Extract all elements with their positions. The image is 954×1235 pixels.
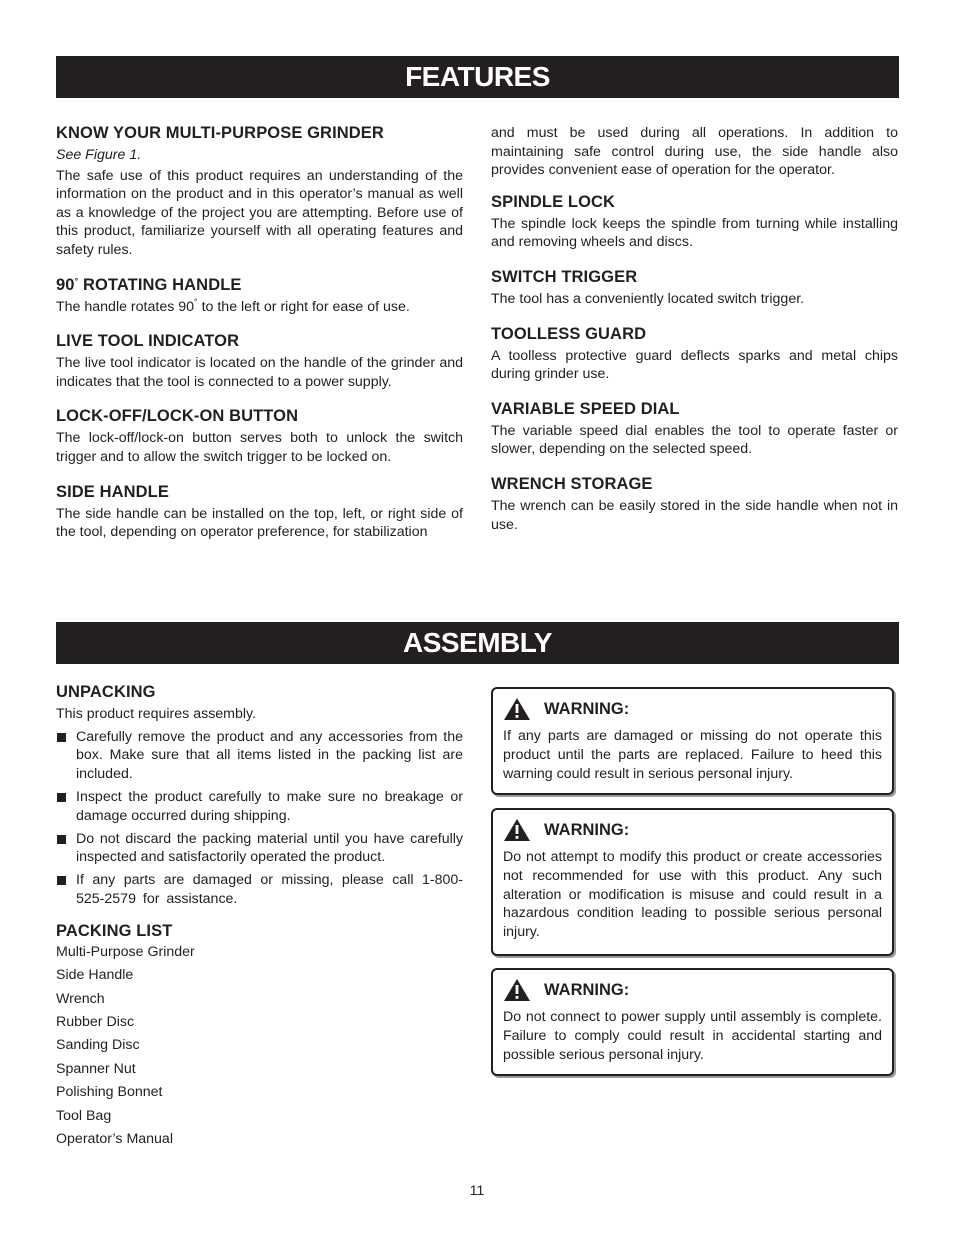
section-heading: KNOW YOUR MULTI-PURPOSE GRINDER	[56, 124, 384, 142]
section-heading	[56, 275, 463, 295]
section-text	[56, 298, 463, 317]
list-item: Tool Bag	[56, 1107, 112, 1124]
warning-box-2	[491, 808, 894, 956]
heading-text: ROTATING HANDLE	[78, 275, 242, 294]
degree-symbol: °	[74, 275, 79, 286]
warning-triangle-icon	[503, 818, 531, 842]
warning-header	[503, 978, 882, 1002]
warning-box-3	[491, 968, 894, 1076]
text-part: The handle rotates 90	[56, 298, 195, 315]
list-item: Sanding Disc	[56, 1037, 140, 1054]
assembly-title: ASSEMBLY	[402, 627, 552, 658]
rotating-handle-section	[56, 275, 463, 317]
warning-text: If any parts are damaged or missing do not operate this product until the parts are replaced. Failure to heed this warning could result in serious personal injury.	[503, 728, 882, 782]
list-item: Do not discard the packing material until you have carefully inspected and satisfactorily operated the product.	[56, 830, 463, 868]
switch-trigger-section	[491, 267, 898, 309]
section-text: The spindle lock keeps the spindle from turning while installing and removing wheels and discs.	[491, 215, 898, 251]
list-item: Carefully remove the product and any accessories from the box. Make sure that all items listed in the packing list are included.	[56, 728, 463, 784]
side-handle-section	[56, 482, 463, 542]
features-right-column	[491, 124, 898, 549]
heading-number: 90	[56, 275, 75, 294]
page-number: 11	[469, 1182, 485, 1198]
list-item: If any parts are damaged or missing, please call 1-800-525-2579 for assistance.	[56, 871, 463, 909]
lock-button-section	[56, 406, 463, 466]
section-text: A toolless protective guard deflects sparks and metal chips during grinder use.	[491, 347, 898, 383]
variable-speed-dial-section	[491, 399, 898, 459]
section-heading: WRENCH STORAGE	[491, 474, 653, 493]
list-item: Operator’s Manual	[56, 1131, 173, 1148]
degree-symbol: °	[194, 296, 198, 307]
section-heading: VARIABLE SPEED DIAL	[491, 399, 680, 418]
section-text: The live tool indicator is located on the handle of the grinder and indicates that the tool is connected to a power supply.	[56, 355, 463, 390]
side-handle-continued	[491, 124, 898, 180]
section-heading: PACKING LIST	[56, 921, 173, 940]
figure-reference: See Figure 1.	[56, 147, 142, 163]
packing-list	[56, 941, 463, 1152]
list-item: Multi-Purpose Grinder	[56, 943, 195, 960]
section-text: The side handle can be installed on the top, left, or right side of the tool, depending on operator preference, for stabilization	[56, 505, 463, 541]
list-item: Rubber Disc	[56, 1013, 135, 1030]
warning-title: WARNING:	[544, 980, 630, 999]
section-text: The lock-off/lock-on button serves both to unlock the switch trigger and to allow the switch trigger to be locked on.	[56, 430, 463, 465]
section-heading: SWITCH TRIGGER	[491, 267, 638, 286]
section-text: and must be used during all operations. In addition to maintaining safe control during use, the side handle also provides convenient ease of operation for the operator.	[491, 125, 898, 179]
spindle-lock-section	[491, 192, 898, 252]
assembly-left-column	[56, 682, 463, 1166]
list-item: Polishing Bonnet	[56, 1084, 163, 1101]
section-heading: SIDE HANDLE	[56, 482, 169, 501]
warning-triangle-icon	[503, 697, 531, 721]
warning-header	[503, 697, 882, 721]
text-part: to the left or right for ease of use.	[197, 298, 410, 315]
section-text: The safe use of this product requires an understanding of the information on the product and in this operator’s manual as well as a knowledge of the project you are attempting. Before use of this product, familiarize yourself with all operating features and safety rules.	[56, 167, 463, 258]
live-tool-indicator-section	[56, 331, 463, 391]
section-heading: UNPACKING	[56, 683, 156, 701]
know-your-grinder-section	[56, 123, 463, 260]
warning-title: WARNING:	[544, 699, 630, 718]
section-heading: LIVE TOOL INDICATOR	[56, 332, 240, 351]
features-left-column	[56, 123, 463, 557]
section-text: The variable speed dial enables the tool to operate faster or slower, depending on the selected speed.	[491, 422, 898, 458]
features-title: FEATURES	[405, 61, 550, 92]
list-item: Wrench	[56, 990, 105, 1007]
warning-header	[503, 818, 882, 842]
section-heading: SPINDLE LOCK	[491, 192, 616, 211]
list-item: Inspect the product carefully to make sure no breakage or damage occurred during shipping.	[56, 788, 463, 826]
warning-triangle-icon	[503, 978, 531, 1002]
packing-list-section	[56, 921, 463, 1152]
unpacking-intro: This product requires assembly.	[56, 706, 257, 722]
wrench-storage-section	[491, 474, 898, 534]
unpacking-bullet-list	[56, 728, 463, 909]
warning-box-1	[491, 687, 894, 795]
list-item: Side Handle	[56, 967, 134, 984]
warning-title: WARNING:	[544, 820, 630, 839]
list-item: Spanner Nut	[56, 1060, 136, 1077]
section-text: The tool has a conveniently located switch trigger.	[491, 290, 805, 307]
section-heading: LOCK-OFF/LOCK-ON BUTTON	[56, 407, 299, 426]
unpacking-section	[56, 682, 463, 909]
warning-text: Do not attempt to modify this product or create accessories not recommended for use with this product. Any such alteration or modification is misuse and could result in a hazardous condition leading to possible serious personal injury.	[503, 849, 882, 941]
toolless-guard-section	[491, 324, 898, 384]
section-text: The wrench can be easily stored in the side handle when not in use.	[491, 497, 898, 533]
features-banner	[56, 56, 899, 98]
warning-text: Do not connect to power supply until assembly is complete. Failure to comply could result in accidental starting and possible serious personal injury.	[503, 1009, 882, 1063]
section-heading: TOOLLESS GUARD	[491, 324, 647, 343]
assembly-banner	[56, 622, 899, 664]
